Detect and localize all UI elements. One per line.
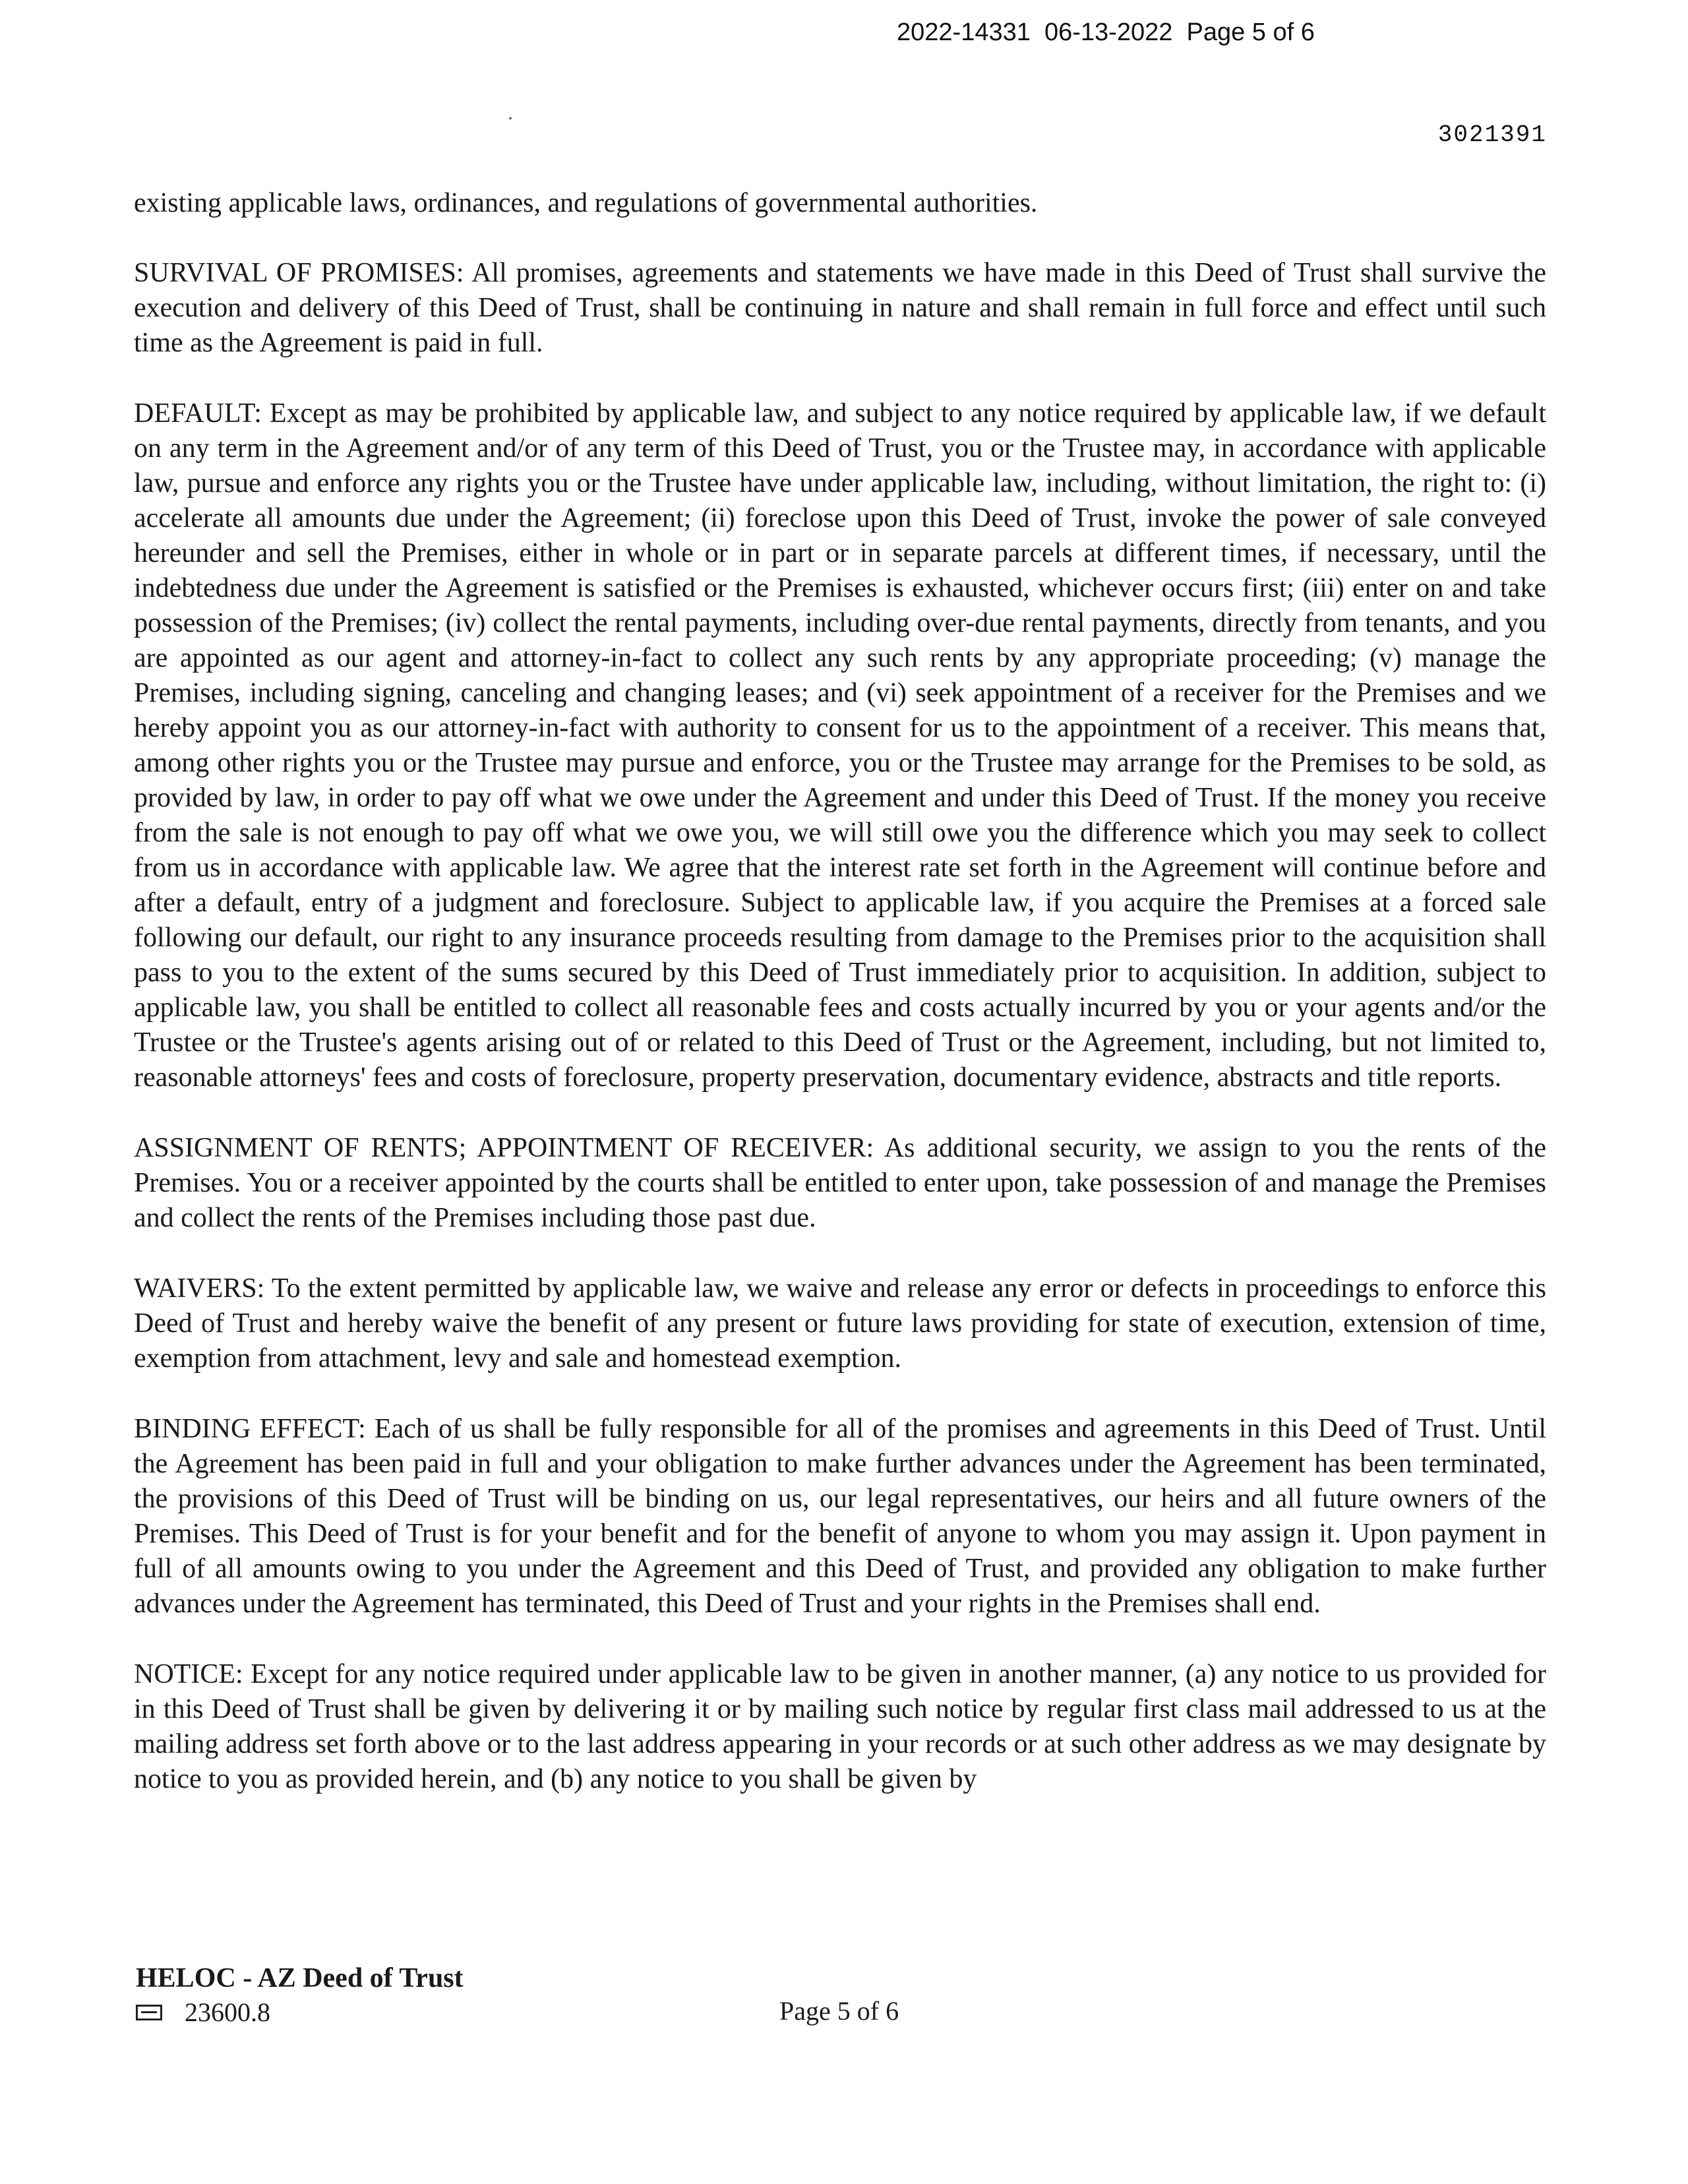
form-icon xyxy=(136,2005,162,2020)
document-body xyxy=(134,186,1546,1833)
paragraph-waivers: WAIVERS: To the extent permitted by applicable law, we waive and release any error or defects in proceedings to enforce this Deed of Trust and hereby waive the benefit of any present or future laws providing for state of execution, extension of time, exemption from attachment, levy and sale and homestead exemption. xyxy=(134,1273,1546,1374)
paragraph-binding-effect: BINDING EFFECT: Each of us shall be fully responsible for all of the promises and agreements in this Deed of Trust. Until the Agreement has been paid in full and your obligation to make further advances under the Agreement has been terminated, the provisions of this Deed of Trust will be binding on us, our legal representatives, our heirs and all future owners of the Premises. This Deed of Trust is for your benefit and for the benefit of anyone to whom you may assign it. Upon payment in full of all amounts owing to you under the Agreement and this Deed of Trust, and provided any obligation to make further advances under the Agreement has terminated, this Deed of Trust and your rights in the Premises shall end. xyxy=(134,1414,1546,1619)
paragraph-existing-laws: existing applicable laws, ordinances, and regulations of governmental authorities. xyxy=(134,188,1038,218)
paragraph-survival-of-promises: SURVIVAL OF PROMISES: All promises, agreements and statements we have made in this Deed of Trust shall survive the execution and delivery of this Deed of Trust, shall be continuing in nature and shall remain in full force and effect until such time as the Agreement is paid in full. xyxy=(134,258,1546,358)
paragraph-default: DEFAULT: Except as may be prohibited by applicable law, and subject to any notice required by applicable law, if we default on any term in the Agreement and/or of any term of this Deed of Trust, you or the Trustee may, in accordance with applicable law, pursue and enforce any rights you or the Trustee have under applicable law, including, without limitation, the right to: (i) accelerate all amounts due under the Agreement; (ii) foreclose upon this Deed of Trust, invoke the power of sale conveyed hereunder and sell the Premises, either in whole or in part or in separate parcels at different times, if necessary, until the indebtedness due under the Agreement is satisfied or the Premises is exhausted, whichever occurs first; (iii) enter on and take possession of the Premises; (iv) collect the rental payments, including over-due rental payments, directly from tenants, and you are appointed as our agent and attorney-in-fact to collect any such rents by any appropriate proceeding; (v) manage the Premises, including signing, canceling and changing leases; and (vi) seek appointment of a receiver for the Premises and we hereby appoint you as our attorney-in-fact with authority to consent for us to the appointment of a receiver. This means that, among other rights you or the Trustee may pursue and enforce, you or the Trustee may arrange for the Premises to be sold, as provided by law, in order to pay off what we owe under the Agreement and under this Deed of Trust. If the money you receive from the sale is not enough to pay off what we owe you, we will still owe you the difference which you may seek to collect from us in accordance with applicable law. We agree that the interest rate set forth in the Agreement will continue before and after a default, entry of a judgment and foreclosure. Subject to applicable law, if you acquire the Premises at a forced sale following our default, our right to any insurance proceeds resulting from damage to the Premises prior to the acquisition shall pass to you to the extent of the sums secured by this Deed of Trust immediately prior to acquisition. In addition, subject to applicable law, you shall be entitled to collect all reasonable fees and costs actually incurred by you or your agents and/or the Trustee or the Trustee's agents arising out of or related to this Deed of Trust or the Agreement, including, but not limited to, reasonable attorneys' fees and costs of foreclosure, property preservation, documentary evidence, abstracts and title reports. xyxy=(134,398,1546,1093)
paragraph-assignment-of-rents: ASSIGNMENT OF RENTS; APPOINTMENT OF RECEIVER: As additional security, we assign to you the rents of the Premises. You or a receiver appointed by the courts shall be entitled to enter upon, take possession of and manage the Premises and collect the rents of the Premises including those past due. xyxy=(134,1133,1546,1233)
form-id xyxy=(136,1997,270,2028)
form-title: HELOC - AZ Deed of Trust xyxy=(136,1963,464,1993)
scan-speck xyxy=(509,117,512,119)
paragraph-notice: NOTICE: Except for any notice required under applicable law to be given in another manner, (a) any notice to us provided for in this Deed of Trust shall be given by delivering it or by mailing such notice by regular first class mail addressed to us at the mailing address set forth above or to the last address appearing in your records or at such other address as we may designate by notice to you as provided herein, and (b) any notice to you shall be given by xyxy=(134,1659,1546,1794)
form-number: 23600.8 xyxy=(185,1997,270,2027)
document-number: 3021391 xyxy=(1437,121,1547,148)
recording-stamp: 2022-14331 06-13-2022 Page 5 of 6 xyxy=(897,18,1315,46)
page-number: Page 5 of 6 xyxy=(779,1996,899,2026)
